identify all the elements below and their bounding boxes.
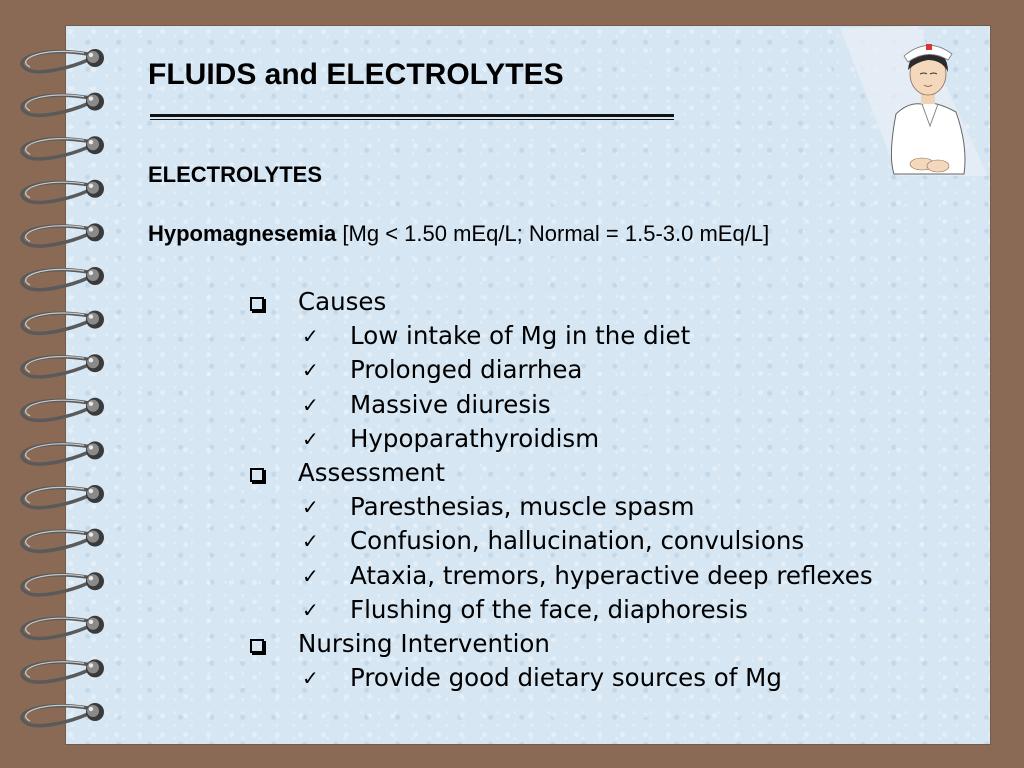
spiral-ring-icon: [22, 49, 104, 72]
checkmark-icon: ✓: [302, 324, 319, 349]
list-item: [250, 388, 873, 422]
list-item: [250, 319, 873, 353]
spiral-ring-icon: [22, 572, 104, 595]
checkmark-icon: ✓: [302, 597, 319, 622]
topic-name: Hypomagnesemia: [148, 221, 337, 246]
bullet-list: [250, 285, 873, 695]
spiral-ring-icon: [22, 180, 104, 203]
checkmark-icon: ✓: [302, 666, 319, 691]
spiral-ring-icon: [22, 136, 104, 159]
list-item-text: Paresthesias, muscle spasm: [350, 492, 695, 522]
slide-title: FLUIDS and ELECTROLYTES: [148, 58, 564, 91]
checkmark-icon: ✓: [302, 495, 319, 520]
list-item: [250, 593, 873, 627]
checkmark-icon: ✓: [302, 426, 319, 451]
list-item-text: Confusion, hallucination, convulsions: [350, 526, 805, 556]
spiral-ring-icon: [22, 616, 104, 639]
title-underline: [150, 114, 674, 120]
group-heading: [250, 627, 873, 661]
section-heading: ELECTROLYTES: [148, 162, 322, 187]
list-item: [250, 422, 873, 456]
list-item-text: Hypoparathyroidism: [350, 423, 600, 453]
list-item-text: Provide good dietary sources of Mg: [350, 663, 782, 693]
spiral-ring-icon: [22, 311, 104, 334]
list-item: [250, 524, 873, 558]
checkmark-icon: ✓: [302, 529, 319, 554]
group-label: Assessment: [298, 458, 445, 488]
topic-line: [148, 221, 769, 247]
spiral-ring-icon: [22, 659, 104, 682]
list-item: [250, 490, 873, 524]
spiral-ring-icon: [22, 703, 104, 726]
checkmark-icon: ✓: [302, 563, 319, 588]
group-heading: [250, 285, 873, 319]
spiral-ring-icon: [22, 267, 104, 290]
group-label: Causes: [298, 287, 387, 316]
square-checkbox-icon: [250, 639, 264, 653]
square-checkbox-icon: [250, 297, 264, 311]
spiral-ring-icon: [22, 93, 104, 116]
spiral-ring-icon: [22, 441, 104, 464]
checkmark-icon: ✓: [302, 392, 319, 417]
nurse-clipart-icon: [838, 26, 990, 178]
spiral-binding: [0, 0, 120, 768]
list-item-text: Flushing of the face, diaphoresis: [350, 594, 748, 624]
square-checkbox-icon: [250, 468, 264, 482]
topic-detail: [Mg < 1.50 mEq/L; Normal = 1.5-3.0 mEq/L]: [342, 221, 770, 246]
list-item: [250, 353, 873, 387]
spiral-ring-icon: [22, 485, 104, 508]
spiral-ring-icon: [22, 398, 104, 421]
checkmark-icon: ✓: [302, 358, 319, 383]
list-item-text: Low intake of Mg in the diet: [350, 321, 691, 351]
list-item-text: Prolonged diarrhea: [350, 355, 583, 385]
group-label: Nursing Intervention: [298, 629, 550, 659]
group-heading: [250, 456, 873, 490]
list-item-text: Ataxia, tremors, hyperactive deep reflexes: [350, 560, 873, 590]
list-item: [250, 661, 873, 695]
spiral-ring-icon: [22, 529, 104, 552]
list-item-text: Massive diuresis: [350, 389, 551, 419]
spiral-ring-icon: [22, 223, 104, 246]
spiral-ring-icon: [22, 354, 104, 377]
list-item: [250, 559, 873, 593]
